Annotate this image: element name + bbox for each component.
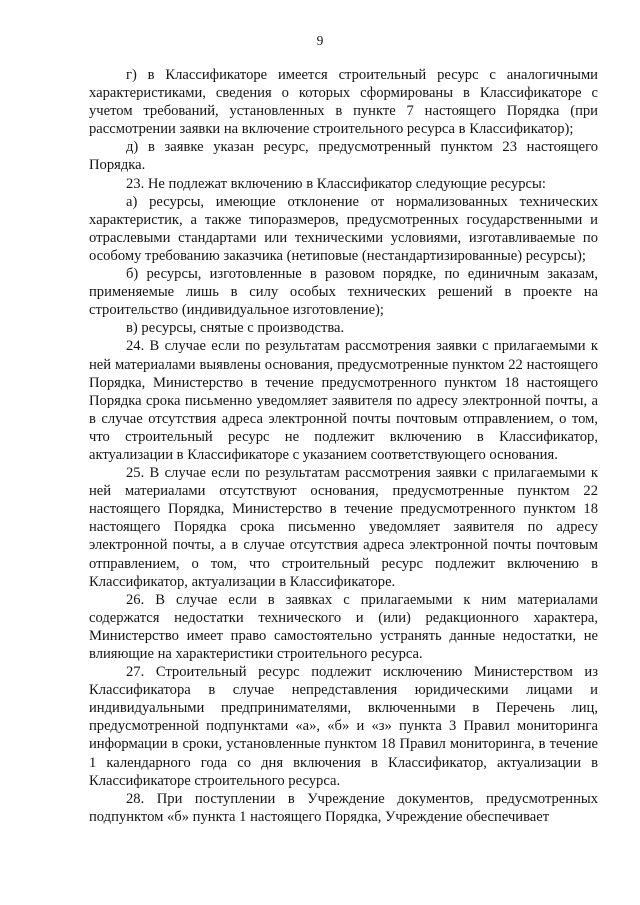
document-body (89, 66, 598, 826)
paragraph-24: 24. В случае если по результатам рассмотрения заявки с прилагаемыми к ней материалами выявлены основания, предусмотренные пунктом 22 настоящего Порядка, Министерство в течение предусмотренного пунктом 18 настоящего Порядка срока письменно уведомляет заявителя по адресу электронной почты, а в случае отсутствия адреса электронной почты почтовым отправлением, о том, что строительный ресурс не подлежит включению в Классификатор, актуализации в Классификаторе с указанием соответствующего основания. (89, 338, 598, 463)
paragraph-23-v: в) ресурсы, снятые с производства. (126, 320, 345, 337)
paragraph-27: 27. Строительный ресурс подлежит исключению Министерством из Классификатора в случае непредставления юридическими лицами и индивидуальными предпринимателями, включенными в Перечень лиц, предусмотренной подпунктами «а», «б» и «з» пункта 3 Правил мониторинга информации в сроки, установленные пунктом 18 Правил мониторинга, в течение 1 календарного года со дня включения в Классификатор, актуализации в Классификаторе строительного ресурса. (89, 664, 598, 789)
paragraph-23: 23. Не подлежат включению в Классификатор следующие ресурсы: (126, 175, 546, 192)
paragraph-23-b: б) ресурсы, изготовленные в разовом порядке, по единичным заказам, применяемые лишь в силу особых технических решений в проекте на строительство (индивидуальное изготовление); (89, 266, 598, 319)
paragraph-subitem-d: д) в заявке указан ресурс, предусмотренный пунктом 23 настоящего Порядка. (89, 139, 598, 174)
page-number: 9 (316, 33, 324, 48)
paragraph-28: 28. При поступлении в Учреждение документов, предусмотренных подпунктом «б» пункта 1 настоящего Порядка, Учреждение обеспечивает (89, 790, 598, 825)
paragraph-23-a: а) ресурсы, имеющие отклонение от нормализованных технических характеристик, а также типоразмеров, предусмотренных государственными и отраслевыми стандартами или техническими условиями, изготавливаемые по особому требованию заказчика (нетиповые (нестандартизированные) ресурсы); (89, 193, 598, 264)
paragraph-subitem-g: г) в Классификаторе имеется строительный ресурс с аналогичными характеристиками, сведения о которых сформированы в Классификаторе с учетом требований, установленных в пункте 7 настоящего Порядка (при рассмотрении заявки на включение строительного ресурса в Классификатор); (89, 67, 598, 138)
paragraph-25: 25. В случае если по результатам рассмотрения заявки с прилагаемыми к ней материалами отсутствуют основания, предусмотренные пунктом 22 настоящего Порядка, Министерство в течение предусмотренного пунктом 18 настоящего Порядка срока письменно уведомляет заявителя по адресу электронной почты, а в случае отсутствия адреса электронной почты почтовым отправлением, о том, что строительный ресурс подлежит включению в Классификатор, актуализации в Классификаторе. (89, 465, 598, 590)
paragraph-26: 26. В случае если в заявках с прилагаемыми к ним материалами содержатся недостатки технического и (или) редакционного характера, Министерство имеет право самостоятельно устранять данные недостатки, не влияющие на характеристики строительного ресурса. (89, 591, 598, 662)
